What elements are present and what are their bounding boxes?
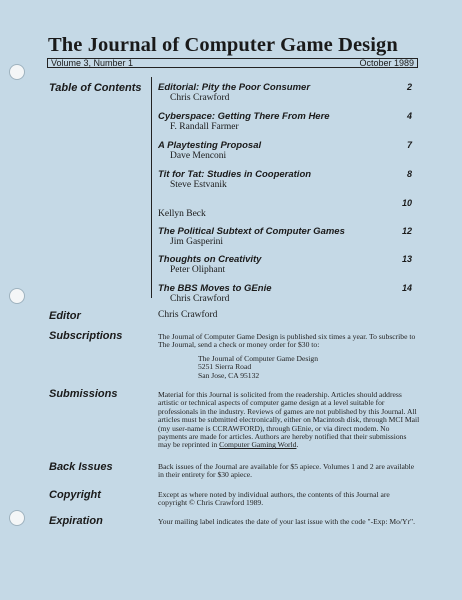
toc-entry[interactable]: [158, 254, 418, 275]
label-table-of-contents: Table of Contents: [49, 82, 142, 94]
toc-entry-page: 10: [401, 198, 412, 208]
journal-title: The Journal of Computer Game Design: [48, 34, 398, 56]
volume-number: Volume 3, Number 1: [51, 58, 134, 68]
toc-entry-title: A Playtesting Proposal: [158, 140, 262, 151]
toc-entry-author: F. Randall Farmer: [170, 122, 239, 132]
address-line: San Jose, CA 95132: [198, 370, 260, 380]
toc-entry-author: Chris Crawford: [170, 93, 230, 103]
label-expiration: Expiration: [49, 515, 103, 527]
toc-entry[interactable]: [158, 198, 418, 219]
subscriptions-paragraph: The Journal of Computer Game Design is published six times a year. To subscribe to The Journal, send a check or money order for $30 to:: [158, 332, 416, 350]
toc-entry[interactable]: [158, 111, 418, 132]
cgw-link[interactable]: Computer Gaming World: [219, 440, 297, 450]
binder-hole-bottom: [9, 510, 25, 526]
label-subscriptions: Subscriptions: [49, 330, 123, 342]
label-back-issues: Back Issues: [49, 461, 113, 473]
toc-entry-title: The BBS Moves to GEnie: [158, 283, 272, 294]
toc-entry[interactable]: [158, 226, 418, 247]
toc-entry-page: 7: [406, 140, 412, 150]
toc-entry-author: Peter Oliphant: [170, 265, 226, 275]
toc-entry-page: 12: [401, 226, 412, 236]
mailing-address: [198, 355, 420, 380]
toc-entry-author: Steve Estvanik: [170, 180, 227, 190]
submissions-end: .: [296, 440, 299, 450]
label-copyright: Copyright: [49, 489, 101, 501]
label-editor: Editor: [49, 310, 81, 322]
toc-entry-author: Dave Menconi: [170, 151, 227, 161]
toc-entry-page: 13: [401, 254, 412, 264]
binder-hole-middle: [9, 288, 25, 304]
copyright-text: Except as where noted by individual authors, the contents of this Journal are copyright © Chris Crawford 1989.: [158, 490, 390, 508]
label-submissions: Submissions: [49, 388, 118, 400]
toc-entry-title: The Political Subtext of Computer Games: [158, 226, 345, 237]
submissions-text: [158, 391, 420, 450]
toc-entry-page: 14: [401, 283, 412, 293]
toc-entry-page: 8: [406, 169, 412, 179]
volume-bar: [47, 58, 418, 68]
address-line: 5251 Sierra Road: [198, 362, 252, 372]
toc-entry-page: 2: [406, 82, 412, 92]
toc-entry[interactable]: [158, 140, 418, 161]
toc-entry-title: Tit for Tat: Studies in Cooperation: [158, 169, 312, 180]
expiration-text: Your mailing label indicates the date of your last issue with the code "-Exp: Mo/Yr".: [158, 517, 416, 526]
toc-entry-page: 4: [406, 111, 412, 121]
subscriptions-text: [158, 333, 420, 380]
toc-entry[interactable]: [158, 283, 418, 304]
toc-entry-title: Thoughts on Creativity: [158, 254, 262, 265]
toc-entry-title: [158, 198, 418, 209]
issue-date: October 1989: [359, 58, 414, 68]
toc-entry[interactable]: [158, 169, 418, 190]
binder-hole-top: [9, 64, 25, 80]
editor-name: Chris Crawford: [158, 310, 218, 320]
back-issues-text: Back issues of the Journal are available for $5 apiece. Volumes 1 and 2 are available in their entirety for $30 apiece.: [158, 462, 415, 480]
toc-entry-title: Cyberspace: Getting There From Here: [158, 111, 330, 122]
toc-divider: [151, 77, 152, 298]
submissions-paragraph: Material for this Journal is solicited from the readership. Articles should address artistic or technical aspects of computer game design at a level suitable for professionals in the industry. Reviews of games are not published by this Journal. All articles must be submitted electronically, either on Macintosh disk, through MCI Mail (my user-name is CCRAWFORD), through GEnie, or via direct modem. No payments are made for articles. Authors are hereby notified that their submissions may be reprinted in: [158, 390, 420, 450]
toc-entry-title: Editorial: Pity the Poor Consumer: [158, 82, 311, 93]
address-line: The Journal of Computer Game Design: [198, 353, 318, 363]
toc-entry-author: Kellyn Beck: [158, 209, 206, 219]
toc-entry-author: Chris Crawford: [170, 294, 230, 304]
toc-entry-author: Jim Gasperini: [170, 237, 224, 247]
toc-entry[interactable]: [158, 82, 418, 103]
